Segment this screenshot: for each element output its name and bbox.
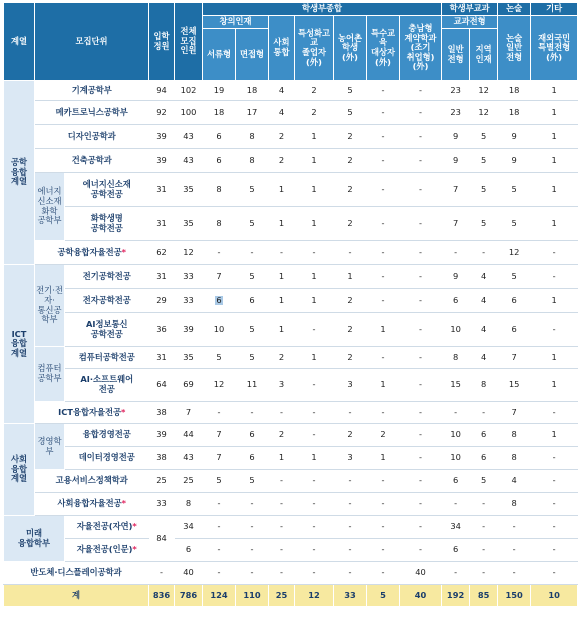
unit-name: 자율전공(자연)* (65, 516, 149, 539)
unit-name: 융합경영전공 (65, 424, 149, 447)
unit-name: AI정보통신 공학전공 (65, 313, 149, 347)
table-row: 디자인공학과 39 43 6 8 2 1 2 - - 9 5 9 1 (4, 125, 578, 149)
header-subject-excellence: 교과전형 (442, 16, 498, 29)
star-mark: * (121, 498, 126, 509)
header-general: 일반 전형 (442, 29, 470, 81)
table-row: AI·소프트웨어 전공 64 69 12 11 3 - 3 1 - 15 8 15 1 (4, 369, 578, 402)
header-chungnam-contract: 충남형 계약학과 (조기 취업형) (外) (400, 16, 442, 81)
header-admission-quota: 입학 정원 (149, 3, 175, 81)
total-label: 계 (4, 585, 149, 607)
unit-name: 컴퓨터공학전공 (65, 347, 149, 369)
unit-name: AI·소프트웨어 전공 (65, 369, 149, 402)
unit-name: 고용서비스정책학과 (35, 470, 149, 493)
header-document: 서류형 (203, 29, 236, 81)
table-row: 사회 융합 계열 경영학부 융합경영전공 39 44 7 6 2 - 2 2 - 10 6 8 1 (4, 424, 578, 447)
header-regional: 지역 인재 (470, 29, 498, 81)
unit-name: 디자인공학과 (35, 125, 149, 149)
star-mark: * (132, 521, 137, 532)
header-special-ed: 특수교육 대상자 (外) (367, 16, 400, 81)
table-row: 공학 융합 계열 기계공학부 94 102 19 18 4 2 5 - - 23 12 18 1 (4, 81, 578, 101)
table-row: 컴퓨터 공학부 컴퓨터공학전공 31 35 5 5 2 1 2 - - 8 4 7 1 (4, 347, 578, 369)
header-specialized-hs: 특성화고교 졸업자 (外) (295, 16, 334, 81)
table-row: 공학융합자율전공* 62 12 - - - - - - - - - 12 - (4, 241, 578, 265)
table-row: 자율전공(인문)* 6 - - - - - - - 6 - - - (4, 539, 578, 562)
group-electrical: 전기·전자· 통신공학부 (35, 265, 65, 347)
total-row: 계 836 786 124 110 25 12 33 5 40 192 85 150 10 (4, 585, 578, 607)
table-row: 미래 융합학부 자율전공(자연)* 84 34 - - - - - - - 34 - - - (4, 516, 578, 539)
table-row: 고용서비스정책학과 25 25 5 5 - - - - - 6 5 4 - (4, 470, 578, 493)
table-row: 전자공학전공 29 33 6 6 1 1 2 - - 6 4 6 1 (4, 289, 578, 313)
header-essay: 논술 (498, 3, 531, 16)
star-mark: * (121, 406, 126, 417)
header-foreign-special: 재외국민 특별전형 (外) (531, 16, 578, 81)
unit-name: 기계공학부 (35, 81, 149, 101)
header-essay-general: 논술 일반 전형 (498, 16, 531, 81)
header-creative-talent: 창의인재 (203, 16, 269, 29)
unit-name: 메카트로닉스공학부 (35, 101, 149, 125)
table-row: 사회융합자율전공* 33 8 - - - - - - - - - 8 - (4, 493, 578, 516)
header-etc: 기타 (531, 3, 578, 16)
header-unit: 모집단위 (35, 3, 149, 81)
group-business: 경영학부 (35, 424, 65, 470)
unit-name: ICT융합자율전공* (35, 402, 149, 424)
table-row: 화학생명 공학전공 31 35 8 5 1 1 2 - - 7 5 5 1 (4, 207, 578, 241)
group-social: 사회 융합 계열 (4, 424, 35, 516)
unit-name: 사회융합자율전공* (35, 493, 149, 516)
table-row: AI정보통신 공학전공 36 39 10 5 1 - 2 1 - 10 4 6 - (4, 313, 578, 347)
table-row: 반도체·디스플레이공학과 - 40 - - - - - - 40 - - - - (4, 562, 578, 585)
group-future: 미래 융합학부 (4, 516, 65, 562)
group-ict: ICT 융합 계열 (4, 265, 35, 424)
admissions-quota-table (3, 2, 578, 607)
table-row: 에너지 신소재화학 공학부 에너지신소재 공학전공 31 35 8 5 1 1 2 - - 7 5 5 1 (4, 173, 578, 207)
unit-name: 에너지신소재 공학전공 (65, 173, 149, 207)
future-quota: 84 (149, 516, 175, 562)
group-energy-materials: 에너지 신소재화학 공학부 (35, 173, 65, 241)
header-student-record-total: 학생부종합 (203, 3, 442, 16)
unit-name: 데이터경영전공 (65, 447, 149, 470)
table-row: 건축공학과 39 43 6 8 2 1 2 - - 9 5 9 1 (4, 149, 578, 173)
group-computer: 컴퓨터 공학부 (35, 347, 65, 402)
unit-name: 자율전공(인문)* (65, 539, 149, 562)
header-category: 계열 (4, 3, 35, 81)
header-total-quota: 전체 모집 인원 (175, 3, 203, 81)
unit-name: 반도체·디스플레이공학과 (4, 562, 149, 585)
header-student-record-subject: 학생부교과 (442, 3, 498, 16)
group-engineering: 공학 융합 계열 (4, 81, 35, 265)
unit-name: 공학융합자율전공* (35, 241, 149, 265)
unit-name: 전자공학전공 (65, 289, 149, 313)
unit-name: 화학생명 공학전공 (65, 207, 149, 241)
star-mark: * (121, 246, 126, 257)
header-social-integration: 사회 통합 (269, 16, 295, 81)
table-row: ICT 융합 계열 전기·전자· 통신공학부 전기공학전공 31 33 7 5 1 1 1 - - 9 4 5 - (4, 265, 578, 289)
header-farming-students: 농어촌 학생 (外) (334, 16, 367, 81)
table-row: ICT융합자율전공* 38 7 - - - - - - - - - 7 - (4, 402, 578, 424)
table-row: 메카트로닉스공학부 92 100 18 17 4 2 5 - - 23 12 18 1 (4, 101, 578, 125)
star-mark: * (132, 544, 137, 555)
unit-name: 건축공학과 (35, 149, 149, 173)
table-row: 데이터경영전공 38 43 7 6 1 1 3 1 - 10 6 8 - (4, 447, 578, 470)
unit-name: 전기공학전공 (65, 265, 149, 289)
header-interview: 면접형 (236, 29, 269, 81)
selected-cell[interactable]: 6 (216, 294, 222, 305)
